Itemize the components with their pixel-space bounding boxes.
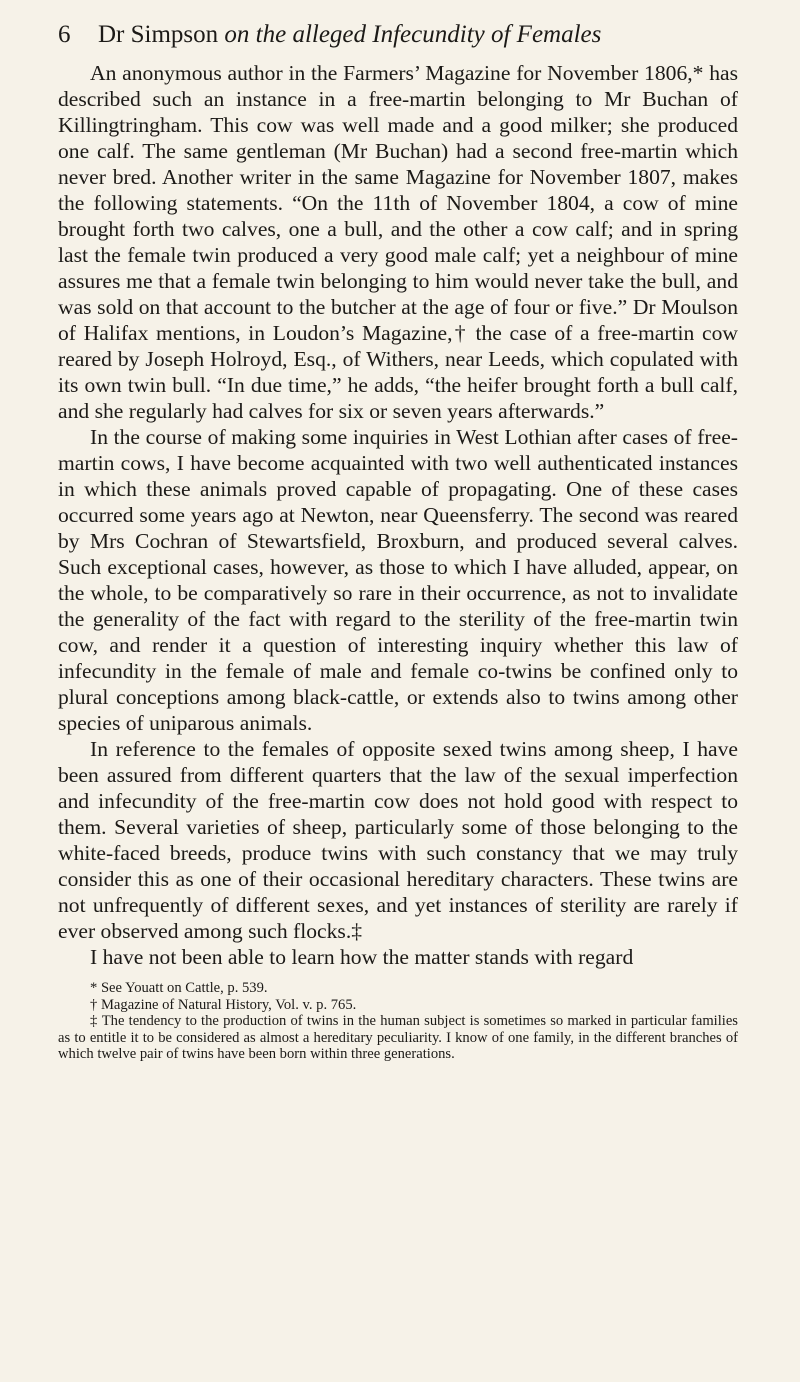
footnote-dagger: † Magazine of Natural History, Vol. v. p. 765. [90,996,357,1013]
paragraph-free-martin-accounts: An anonymous author in the Farmers’ Magazine for November 1806,* has described such an instance in a free-martin belonging to Mr Buchan of Killingtringham. This cow was well made and a good milker; she produced one calf. The same gentleman (Mr Buchan) had a second free-martin which never bred. Another writer in the same Magazine for November 1807, makes the following statements. “On the 11th of November 1804, a cow of mine brought forth two calves, one a bull, and the other a cow calf; and in spring last the female twin produced a very good male calf; yet a neighbour of mine assures me that a female twin belonging to him would never take the bull, and was sold on that account to the butcher at the age of four or five.” Dr Moulson of Halifax mentions, in Loudon’s Magazine,† the case of a free-martin cow reared by Joseph Holroyd, Esq., of Withers, near Leeds, which copulated with its own twin bull. “In due time,” he adds, “the heifer brought forth a bull calf, and she regularly had calves for six or seven years afterwards.” [58,61,738,423]
running-head [58,18,738,52]
footnote-double-dagger: ‡ The tendency to the production of twins in the human subject is sometimes so marked in particular families as to entitle it to be considered as almost a hereditary peculiarity. I know of one family, in the different branches of which twelve pair of twins have been born within three generations. [58,1013,738,1062]
footnote-star: * See Youatt on Cattle, p. 539. [90,980,268,996]
running-title-subject: on the alleged Infecundity of Females [224,21,602,48]
paragraph-west-lothian-inquiries: In the course of making some inquiries in West Lothian after cases of free-martin cows, I have become acquainted with two well authenticated instances in which these animals proved capable of propagating. One of these cases occurred some years ago at Newton, near Queensferry. The second was reared by Mrs Cochran of Stewartsfield, Broxburn, and produced several calves. Such exceptional cases, however, as those to which I have alluded, appear, on the whole, to be comparatively so rare in their occurrence, as not to invalidate the generality of the fact with regard to the sterility of the free-martin twin cow, and render it a question of interesting inquiry whether this law of infecundity in the female of male and female co-twins be confined only to plural conceptions among black-cattle, or extends also to twins among other species of uniparous animals. [58,425,738,735]
body-text [58,60,738,970]
running-title-author: Dr Simpson [98,21,225,48]
running-title [98,18,601,52]
footnotes [58,980,738,1063]
paragraph-sheep-twins: In reference to the females of opposite sexed twins among sheep, I have been assured from different quarters that the law of the sexual imperfection and infecundity of the free-martin cow does not hold good with respect to them. Several varieties of sheep, particularly some of those belonging to the white-faced breeds, produce twins with such constancy that we may truly consider this as one of their occasional hereditary characters. These twins are not unfrequently of different sexes, and yet instances of sterility are rarely if ever observed among such flocks.‡ [58,737,738,943]
paragraph-continuation: I have not been able to learn how the matter stands with regard [90,945,634,969]
page-number: 6 [58,21,71,48]
